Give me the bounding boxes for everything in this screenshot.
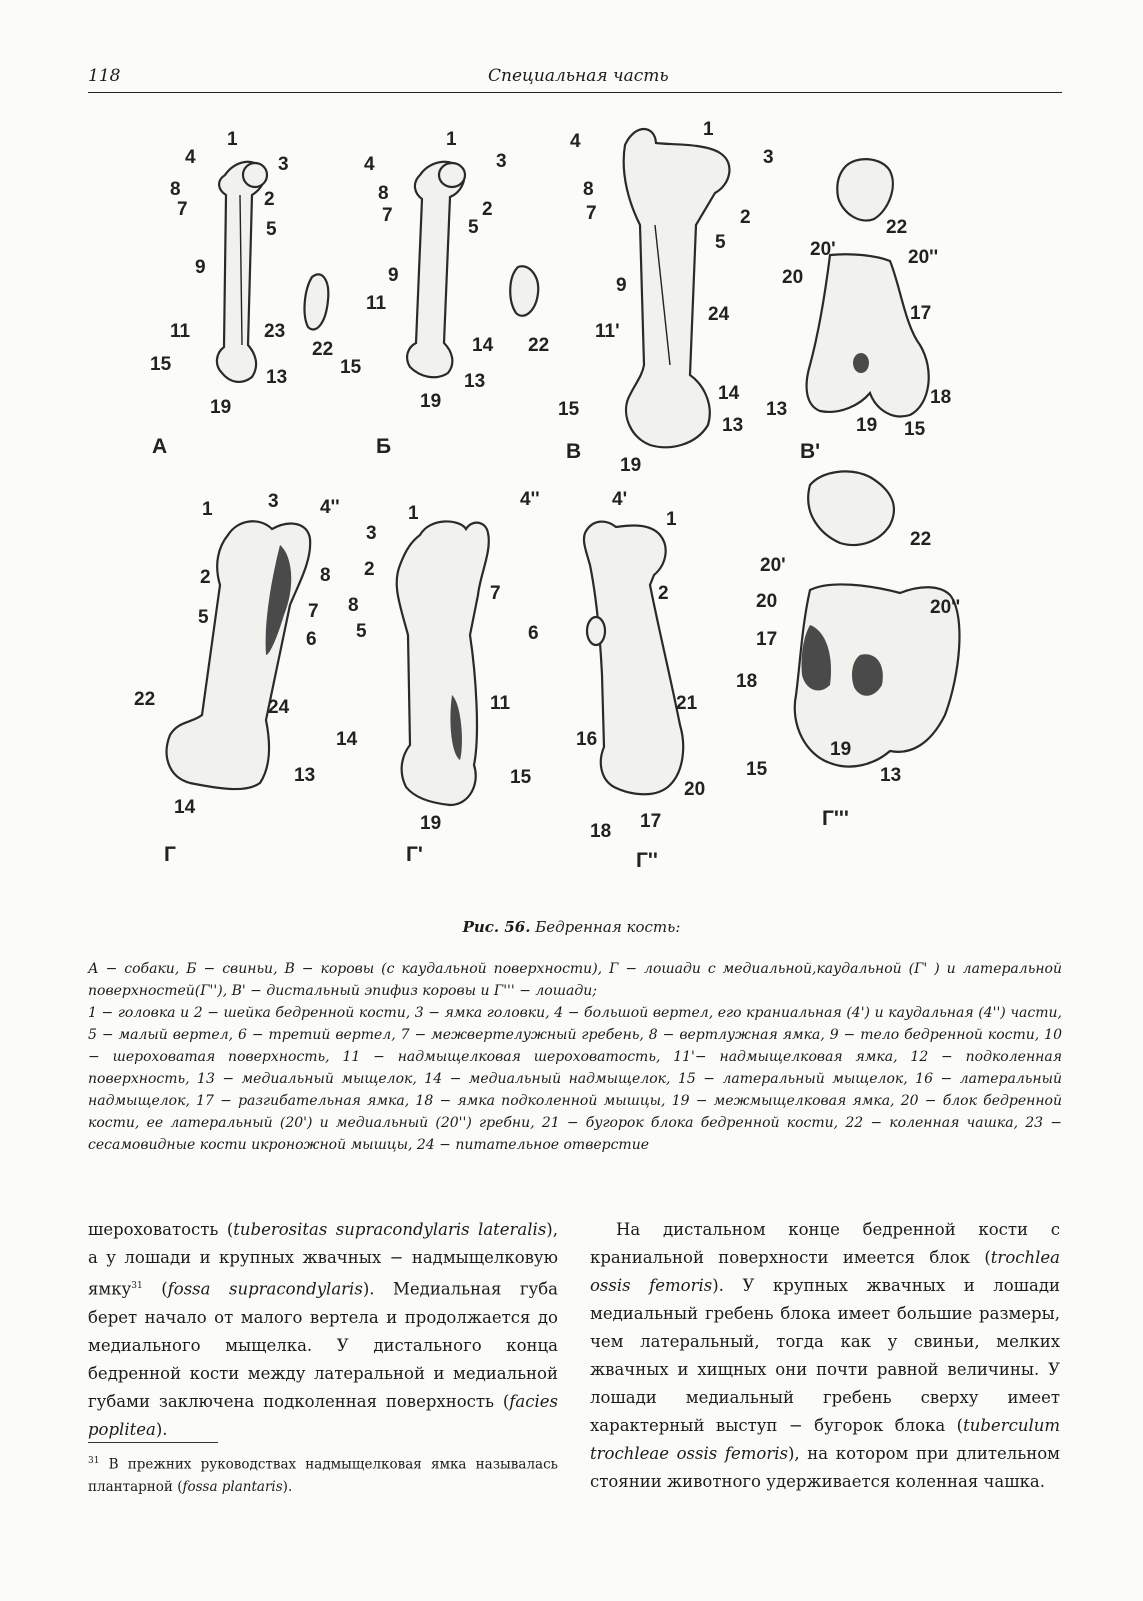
svg-text:22: 22 bbox=[910, 529, 932, 550]
svg-text:19: 19 bbox=[420, 813, 442, 834]
svg-text:20'': 20'' bbox=[908, 247, 939, 268]
svg-text:22: 22 bbox=[886, 217, 908, 238]
svg-text:19: 19 bbox=[620, 455, 642, 476]
svg-text:4: 4 bbox=[364, 154, 375, 175]
svg-text:4'': 4'' bbox=[320, 497, 340, 518]
svg-text:3: 3 bbox=[763, 147, 774, 168]
svg-text:15: 15 bbox=[904, 419, 926, 440]
svg-text:1: 1 bbox=[703, 119, 714, 140]
figure-legend bbox=[88, 958, 1062, 1156]
svg-text:20: 20 bbox=[756, 591, 778, 612]
page-header bbox=[88, 64, 1062, 93]
svg-text:16: 16 bbox=[576, 729, 598, 750]
svg-text:4': 4' bbox=[612, 489, 628, 510]
figure-title: Бедренная кость: bbox=[535, 918, 681, 936]
svg-text:4'': 4'' bbox=[520, 489, 540, 510]
svg-text:2: 2 bbox=[200, 567, 211, 588]
svg-text:5: 5 bbox=[468, 217, 479, 238]
svg-text:19: 19 bbox=[856, 415, 878, 436]
svg-text:5: 5 bbox=[356, 621, 367, 642]
right-column-text bbox=[590, 1216, 1060, 1496]
femur-horse-caudal-drawing bbox=[397, 521, 489, 805]
svg-text:1: 1 bbox=[408, 503, 419, 524]
footnote-ref: 31 bbox=[131, 1281, 143, 1291]
femur-horse-lateral-drawing bbox=[584, 522, 683, 795]
svg-text:17: 17 bbox=[910, 303, 932, 324]
right-paragraph: На дистальном конце бедренной кости с краниальной поверхности имеется блок (trochlea ossis femoris). У крупных жвачных и лошади медиальный гребень блока имеет большие размеры, чем латеральный, тогда как у свиньи, мелких жвачных и хищных они почти равной величины. У лошади медиальный гребень сверху имеет характерный выступ − бугорок блока (tuberculum trochleae ossis femoris), на котором при длительном стоянии животного удерживается коленная чашка. bbox=[590, 1220, 1060, 1491]
svg-text:4: 4 bbox=[185, 147, 196, 168]
svg-text:24: 24 bbox=[708, 304, 730, 325]
svg-text:15: 15 bbox=[746, 759, 768, 780]
svg-text:20: 20 bbox=[782, 267, 804, 288]
svg-text:8: 8 bbox=[378, 183, 389, 204]
svg-text:1: 1 bbox=[666, 509, 677, 530]
svg-text:15: 15 bbox=[510, 767, 532, 788]
left-paragraph: шероховатость (tuberositas supracondylaris lateralis), а у лошади и крупных жвачных − надмыщелковую ямку$^{31}$ (fossa supracondylaris). Медиальная губа берет начало от малого вертела и продолжается до медиального мыщелка. У дистального конца бедренной кости между латеральной и медиальной губами заключена подколенная поверхность (facies poplitea). bbox=[88, 1220, 558, 1439]
svg-text:1: 1 bbox=[202, 499, 213, 520]
svg-text:13: 13 bbox=[722, 415, 744, 436]
svg-text:21: 21 bbox=[676, 693, 698, 714]
svg-text:8: 8 bbox=[348, 595, 359, 616]
svg-text:20': 20' bbox=[760, 555, 786, 576]
panel-label-B: Б bbox=[376, 435, 392, 458]
svg-text:20': 20' bbox=[810, 239, 836, 260]
svg-text:20: 20 bbox=[684, 779, 706, 800]
svg-text:13: 13 bbox=[464, 371, 486, 392]
svg-text:6: 6 bbox=[306, 629, 317, 650]
figure-caption bbox=[0, 918, 1143, 936]
figure-number: Рис. 56. bbox=[462, 918, 531, 936]
svg-text:6: 6 bbox=[528, 623, 539, 644]
svg-text:3: 3 bbox=[496, 151, 507, 172]
svg-text:7: 7 bbox=[490, 583, 501, 604]
svg-text:2: 2 bbox=[364, 559, 375, 580]
svg-text:13: 13 bbox=[766, 399, 788, 420]
femur-figure bbox=[130, 115, 1010, 905]
svg-text:9: 9 bbox=[195, 257, 206, 278]
footnote-divider bbox=[88, 1442, 218, 1443]
svg-text:2: 2 bbox=[740, 207, 751, 228]
horse-distal-epiphysis-drawing bbox=[795, 471, 960, 766]
svg-text:5: 5 bbox=[715, 232, 726, 253]
svg-text:7: 7 bbox=[308, 601, 319, 622]
footnote: $^{31}$ В прежних руководствах надмыщелковая ямка называлась плантарной (fossa plantaris). bbox=[88, 1456, 558, 1495]
panel-label-V: В bbox=[566, 440, 582, 463]
running-title: Специальная часть bbox=[488, 66, 669, 86]
svg-text:22: 22 bbox=[134, 689, 156, 710]
svg-text:9: 9 bbox=[388, 265, 399, 286]
panel-label-G: Г bbox=[164, 843, 176, 866]
panel-label-G-double-prime: Г'' bbox=[636, 849, 658, 872]
svg-text:3: 3 bbox=[366, 523, 377, 544]
legend-species-line: А − собаки, Б − свиньи, В − коровы (с каудальной поверхности), Г − лошади с медиальной,каудальной (Г' ) и латеральной поверхностей(Г''), В' − дистальный эпифиз коровы и Г''' − лошади; bbox=[88, 961, 1062, 999]
svg-text:18: 18 bbox=[930, 387, 952, 408]
left-column-text bbox=[88, 1216, 558, 1444]
svg-text:2: 2 bbox=[482, 199, 493, 220]
svg-text:7: 7 bbox=[382, 205, 393, 226]
footnote-mark: 31 bbox=[88, 1456, 100, 1466]
femur-horse-medial-drawing bbox=[167, 521, 311, 789]
svg-text:22: 22 bbox=[312, 339, 334, 360]
svg-text:22: 22 bbox=[528, 335, 550, 356]
svg-text:4: 4 bbox=[570, 131, 581, 152]
svg-text:8: 8 bbox=[583, 179, 594, 200]
svg-text:13: 13 bbox=[880, 765, 902, 786]
svg-text:19: 19 bbox=[830, 739, 852, 760]
svg-text:8: 8 bbox=[320, 565, 331, 586]
svg-text:18: 18 bbox=[736, 671, 758, 692]
femur-cow-drawing bbox=[624, 129, 730, 447]
svg-text:11: 11 bbox=[490, 693, 511, 714]
svg-text:8: 8 bbox=[170, 179, 181, 200]
svg-text:15: 15 bbox=[558, 399, 580, 420]
svg-text:15: 15 bbox=[340, 357, 362, 378]
svg-text:20'': 20'' bbox=[930, 597, 961, 618]
svg-text:7: 7 bbox=[177, 199, 188, 220]
panel-label-G-triple-prime: Г''' bbox=[822, 807, 849, 830]
svg-text:14: 14 bbox=[718, 383, 740, 404]
svg-text:3: 3 bbox=[268, 491, 279, 512]
svg-text:11: 11 bbox=[366, 293, 387, 314]
svg-text:2: 2 bbox=[658, 583, 669, 604]
panel-label-V-prime: В' bbox=[800, 440, 821, 463]
svg-text:9: 9 bbox=[616, 275, 627, 296]
svg-text:17: 17 bbox=[640, 811, 662, 832]
svg-text:24: 24 bbox=[268, 697, 290, 718]
svg-text:3: 3 bbox=[278, 154, 289, 175]
svg-text:14: 14 bbox=[174, 797, 196, 818]
page-number: 118 bbox=[88, 66, 121, 86]
svg-text:15: 15 bbox=[150, 354, 172, 375]
svg-text:11: 11 bbox=[170, 321, 191, 342]
svg-text:14: 14 bbox=[472, 335, 494, 356]
svg-text:13: 13 bbox=[294, 765, 316, 786]
cow-distal-epiphysis-drawing bbox=[807, 159, 932, 416]
svg-text:2: 2 bbox=[264, 189, 275, 210]
svg-text:18: 18 bbox=[590, 821, 612, 842]
svg-text:19: 19 bbox=[210, 397, 232, 418]
svg-text:23: 23 bbox=[264, 321, 286, 342]
svg-text:5: 5 bbox=[198, 607, 209, 628]
svg-text:17: 17 bbox=[756, 629, 778, 650]
svg-text:11': 11' bbox=[595, 321, 620, 342]
svg-text:1: 1 bbox=[446, 129, 457, 150]
svg-text:13: 13 bbox=[266, 367, 288, 388]
svg-text:14: 14 bbox=[336, 729, 358, 750]
legend-numbered-parts: 1 − головка и 2 − шейка бедренной кости, 3 − ямка головки, 4 − большой вертел, его краниальная (4') и каудальная (4'') части, 5 − малый вертел, 6 − третий вертел, 7 − межвертелужный гребень, 8 − вертлужная ямка, 9 − тело бедренной кости, 10 − шероховатая поверхность, 11 − надмыщелковая шероховатость, 11'− надмыщелковая ямка, 12 − подколенная поверхность, 13 − медиальный мыщелок, 14 − медиальный надмыщелок, 15 − латеральный мыщелок, 16 − латеральный надмыщелок, 17 − разгибательная ямка, 18 − ямка подколенной мышцы, 19 − межмыщелковая ямка, 20 − блок бедренной кости, ее латеральный (20') и медиальный (20'') гребни, 21 − бугорок блока бедренной кости, 22 − коленная чашка, 23 − сесамовидные кости икроножной мышцы, 24 − питательное отверстие bbox=[88, 1005, 1062, 1153]
panel-label-A: А bbox=[152, 435, 168, 458]
svg-text:19: 19 bbox=[420, 391, 442, 412]
svg-text:7: 7 bbox=[586, 203, 597, 224]
svg-text:1: 1 bbox=[227, 129, 238, 150]
panel-label-G-prime: Г' bbox=[406, 843, 423, 866]
svg-text:5: 5 bbox=[266, 219, 277, 240]
